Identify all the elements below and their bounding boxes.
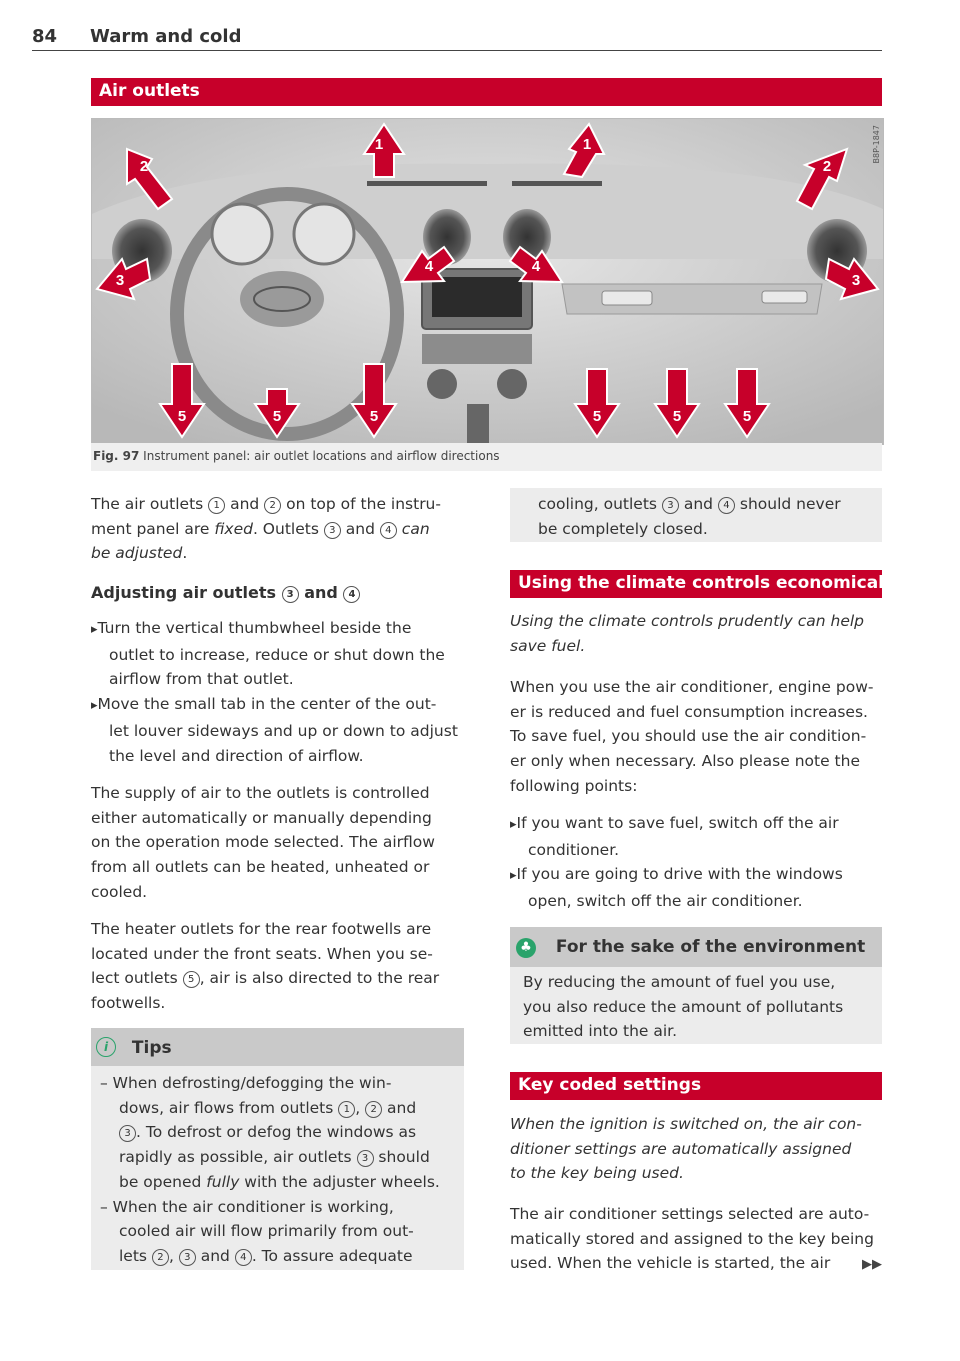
display-screen <box>432 277 522 317</box>
glovebox-handle <box>602 291 652 305</box>
label-4-right: 4 <box>531 258 541 275</box>
speedometer <box>212 204 272 264</box>
section-heading-key-coded: Key coded settings <box>510 1072 882 1100</box>
key-intro: When the ignition is switched on, the air con- ditioner settings are automatically assigned to the key being used. <box>510 1115 862 1183</box>
eco-body: When you use the air conditioner, engine pow- er is reduced and fuel consumption increases. To save fuel, you should use the air condition- er only when necessary. Also please note the following points: <box>510 678 874 795</box>
page-header <box>32 26 882 51</box>
intro-paragraph: The air outlets 1 and 2 on top of the instru- ment panel are fixed. Outlets 3 and 4 can be adjusted. <box>91 495 441 563</box>
label-4-left: 4 <box>424 258 434 275</box>
section-heading-air-outlets: Air outlets <box>91 78 882 106</box>
tips-continued: cooling, outlets 3 and 4 should never be completely closed. <box>538 495 841 538</box>
env-text: By reducing the amount of fuel you use, you also reduce the amount of pollutants emitted into the air. <box>523 973 844 1041</box>
label-1-left: 1 <box>374 136 384 153</box>
figure-id: B8P-1847 <box>872 125 881 164</box>
continue-arrow-icon: ▶▶ <box>862 1257 882 1272</box>
figure-caption <box>91 443 882 471</box>
tachometer <box>294 204 354 264</box>
tips-title-row <box>96 1036 456 1061</box>
label-5-b: 5 <box>272 408 282 425</box>
adjust-bullets <box>91 616 466 768</box>
env-title-row <box>516 935 876 960</box>
section-heading-economical: Using the climate controls economically <box>510 570 882 598</box>
list-item: ▸ If you are going to drive with the windows open, switch off the air conditioner. <box>510 862 882 913</box>
chapter-title: Warm and cold <box>90 26 242 47</box>
list-item: ▸ If you want to save fuel, switch off the air conditioner. <box>510 811 882 862</box>
dashboard-illustration <box>92 119 883 444</box>
defrost-slot-right <box>512 181 602 186</box>
tips-title: Tips <box>131 1038 172 1058</box>
list-item: ▸ Move the small tab in the center of the out- let louver sideways and up or down to adjust the level and direction of airflow. <box>91 692 466 768</box>
eco-bullets <box>510 811 882 914</box>
label-5-a: 5 <box>177 408 187 425</box>
label-3-right: 3 <box>851 272 861 289</box>
label-1-right: 1 <box>582 136 592 153</box>
label-2-left: 2 <box>139 158 149 175</box>
label-5-c: 5 <box>369 408 379 425</box>
environment-icon: ♣ <box>516 938 536 958</box>
glovebox-latch <box>762 291 807 303</box>
radio-controls <box>422 334 532 364</box>
supply-paragraph: The supply of air to the outlets is controlled either automatically or manually depending on the operation mode selected. The airflow from all outlets can be heated, unheated or cooled. <box>91 784 435 901</box>
label-2-right: 2 <box>822 158 832 175</box>
caption-text: Instrument panel: air outlet locations and airflow directions <box>143 449 500 463</box>
label-5-f: 5 <box>742 408 752 425</box>
env-title: For the sake of the environment <box>555 937 866 957</box>
climate-knob-right <box>497 369 527 399</box>
label-3-left: 3 <box>115 272 125 289</box>
page-number: 84 <box>32 26 58 47</box>
info-icon: i <box>96 1037 116 1057</box>
steering-hub <box>240 271 324 327</box>
caption-label: Fig. 97 <box>93 449 140 463</box>
heater-paragraph: The heater outlets for the rear footwells are located under the front seats. When you se- lect outlets 5 , air is also directed to the rear footwells. <box>91 920 440 1013</box>
label-5-e: 5 <box>672 408 682 425</box>
tips-list: – When defrosting/defogging the win- dows, air flows from outlets 1 , 2 and 3 . To defrost or defog the windows as rapidly as possible, air outlets 3 should be opened fully with the adjuster wheels. – When the air conditioner is working, cooled air will flow primarily from out- lets 2 , 3 and 4 . To assure adequate <box>100 1074 440 1265</box>
gear-shifter <box>467 404 489 444</box>
list-item: ▸ Turn the vertical thumbwheel beside the outlet to increase, reduce or shut down the airflow from that outlet. <box>91 616 466 692</box>
defrost-slot-left <box>367 181 487 186</box>
dashboard-figure <box>91 118 884 445</box>
adjust-heading: Adjusting air outlets 3 and 4 <box>91 581 466 606</box>
eco-intro: Using the climate controls prudently can help save fuel. <box>510 612 865 655</box>
label-5-d: 5 <box>592 408 602 425</box>
climate-knob-left <box>427 369 457 399</box>
key-body: The air conditioner settings selected are auto- matically stored and assigned to the key being used. When the vehicle is started, the air <box>510 1205 874 1273</box>
